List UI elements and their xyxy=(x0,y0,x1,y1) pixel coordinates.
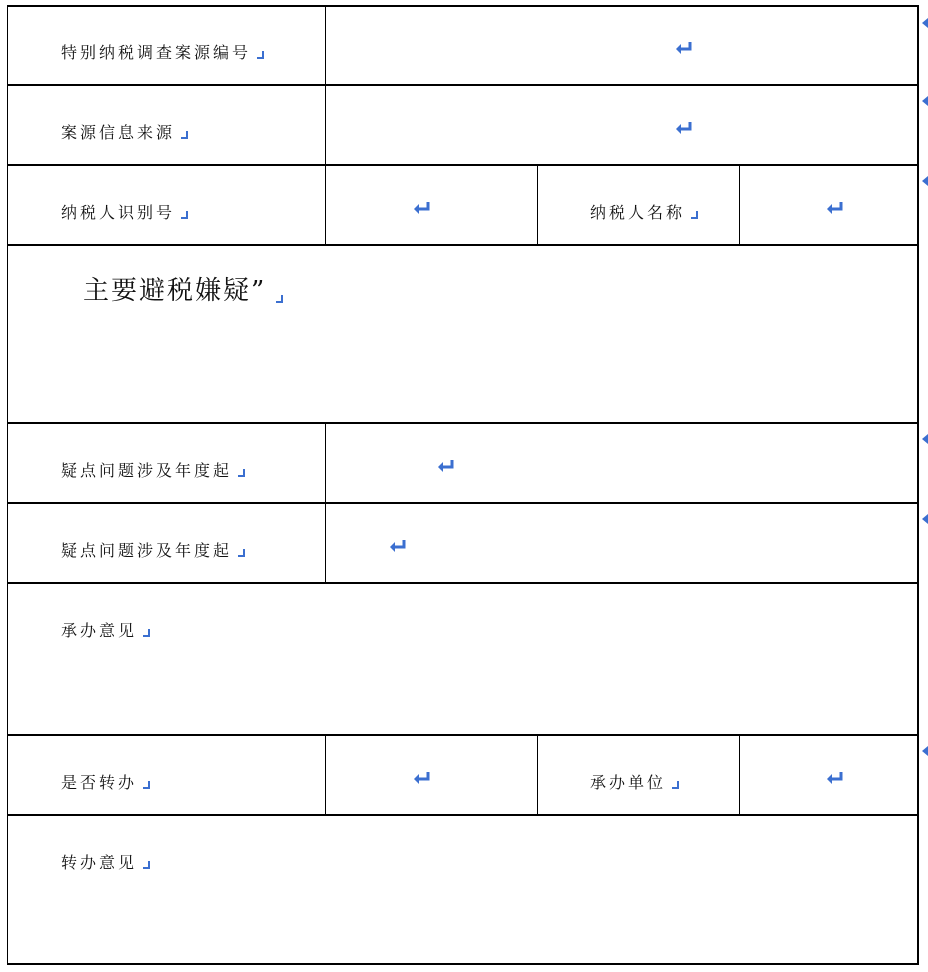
taxpayer-name-value-cell[interactable] xyxy=(739,164,919,244)
transfer-label-cell xyxy=(7,734,325,814)
corner-mark-icon xyxy=(238,469,245,477)
row-marker-icon xyxy=(922,18,928,28)
taxpayer-name-label: 纳税人名称 xyxy=(590,203,686,222)
year-from-value-cell[interactable] xyxy=(325,422,919,502)
transfer-opinion-label: 转办意见 xyxy=(61,853,138,872)
main-suspicion-label: 主要避税嫌疑” xyxy=(83,276,267,306)
transfer-label: 是否转办 xyxy=(61,773,138,792)
year-to-value-cell[interactable] xyxy=(325,502,919,582)
year-from-label-cell xyxy=(7,422,325,502)
taxpayer-id-label-cell xyxy=(7,164,325,244)
return-arrow-icon xyxy=(675,121,693,135)
investigation-form-table xyxy=(7,5,919,965)
case-number-label-cell xyxy=(7,5,325,84)
taxpayer-name-label-cell xyxy=(537,164,739,244)
return-arrow-icon xyxy=(675,41,693,55)
corner-mark-icon xyxy=(691,211,698,219)
row-marker-icon xyxy=(922,746,928,756)
handling-opinion-cell[interactable] xyxy=(7,582,919,734)
row-marker-icon xyxy=(922,176,928,186)
return-arrow-icon xyxy=(389,539,407,553)
return-arrow-icon xyxy=(826,771,844,785)
return-arrow-icon xyxy=(413,771,431,785)
row-marker-icon xyxy=(922,96,928,106)
case-source-label: 案源信息来源 xyxy=(61,123,176,142)
corner-mark-icon xyxy=(143,629,150,637)
row-marker-icon xyxy=(922,434,928,444)
case-number-value-cell[interactable] xyxy=(325,5,919,84)
transfer-opinion-cell[interactable] xyxy=(7,814,919,965)
return-arrow-icon xyxy=(413,201,431,215)
handling-unit-label-cell xyxy=(537,734,739,814)
year-to-label: 疑点问题涉及年度起 xyxy=(61,541,233,560)
year-to-label-cell xyxy=(7,502,325,582)
row-marker-icon xyxy=(922,514,928,524)
taxpayer-id-value-cell[interactable] xyxy=(325,164,537,244)
return-arrow-icon xyxy=(826,201,844,215)
corner-mark-icon xyxy=(257,51,264,59)
handling-unit-label: 承办单位 xyxy=(590,773,667,792)
main-suspicion-cell[interactable] xyxy=(7,244,919,422)
corner-mark-icon xyxy=(181,211,188,219)
year-from-label: 疑点问题涉及年度起 xyxy=(61,461,233,480)
case-source-label-cell xyxy=(7,84,325,164)
handling-opinion-label: 承办意见 xyxy=(61,621,138,640)
transfer-value-cell[interactable] xyxy=(325,734,537,814)
corner-mark-icon xyxy=(238,549,245,557)
return-arrow-icon xyxy=(437,459,455,473)
case-source-value-cell[interactable] xyxy=(325,84,919,164)
case-number-label: 特别纳税调查案源编号 xyxy=(61,43,252,62)
corner-mark-icon xyxy=(672,781,679,789)
corner-mark-icon xyxy=(143,861,150,869)
corner-mark-icon xyxy=(181,131,188,139)
corner-mark-icon xyxy=(276,295,283,303)
handling-unit-value-cell[interactable] xyxy=(739,734,919,814)
taxpayer-id-label: 纳税人识别号 xyxy=(61,203,176,222)
corner-mark-icon xyxy=(143,781,150,789)
